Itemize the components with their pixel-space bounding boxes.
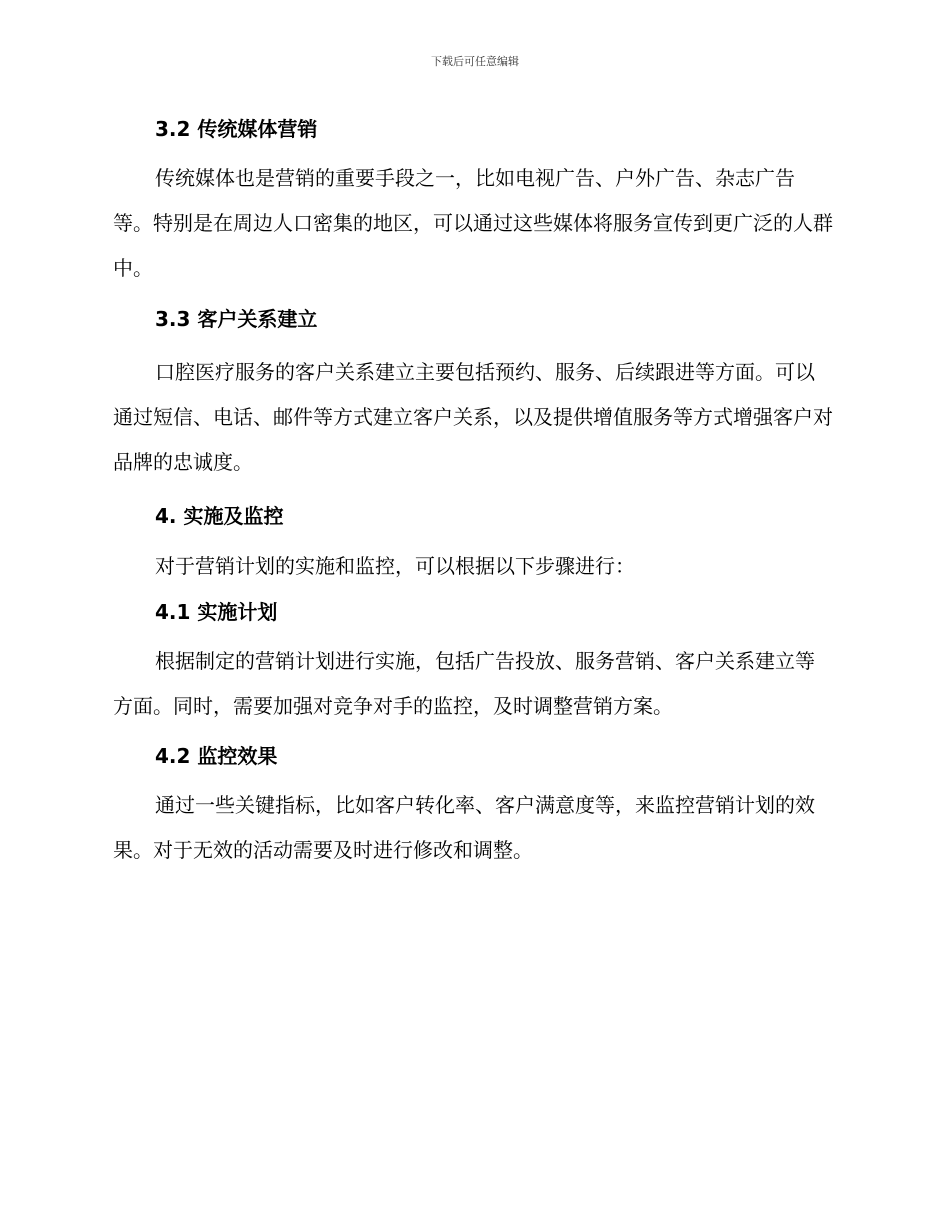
section-heading: 3.2 传统媒体营销 bbox=[155, 117, 318, 141]
section-heading: 4.2 监控效果 bbox=[155, 744, 278, 768]
page-header: 下载后可任意编辑 bbox=[431, 55, 519, 68]
section-heading: 4. 实施及监控 bbox=[155, 504, 284, 528]
body-paragraph: 传统媒体也是营销的重要手段之一，比如电视广告、户外广告、杂志广告等。特别是在周边人口密集的地区，可以通过这些媒体将服务宣传到更广泛的人群中。 bbox=[113, 166, 833, 280]
section-heading: 4.1 实施计划 bbox=[155, 600, 278, 624]
body-paragraph: 口腔医疗服务的客户关系建立主要包括预约、服务、后续跟进等方面。可以通过短信、电话、邮件等方式建立客户关系，以及提供增值服务等方式增强客户对品牌的忠诚度。 bbox=[113, 360, 833, 474]
body-paragraph: 通过一些关键指标，比如客户转化率、客户满意度等，来监控营销计划的效果。对于无效的活动需要及时进行修改和调整。 bbox=[113, 793, 815, 862]
body-paragraph: 根据制定的营销计划进行实施，包括广告投放、服务营销、客户关系建立等方面。同时，需要加强对竞争对手的监控，及时调整营销方案。 bbox=[113, 649, 815, 718]
body-paragraph: 对于营销计划的实施和监控，可以根据以下步骤进行： bbox=[155, 554, 635, 578]
section-heading: 3.3 客户关系建立 bbox=[155, 307, 318, 331]
document-body bbox=[113, 114, 833, 873]
